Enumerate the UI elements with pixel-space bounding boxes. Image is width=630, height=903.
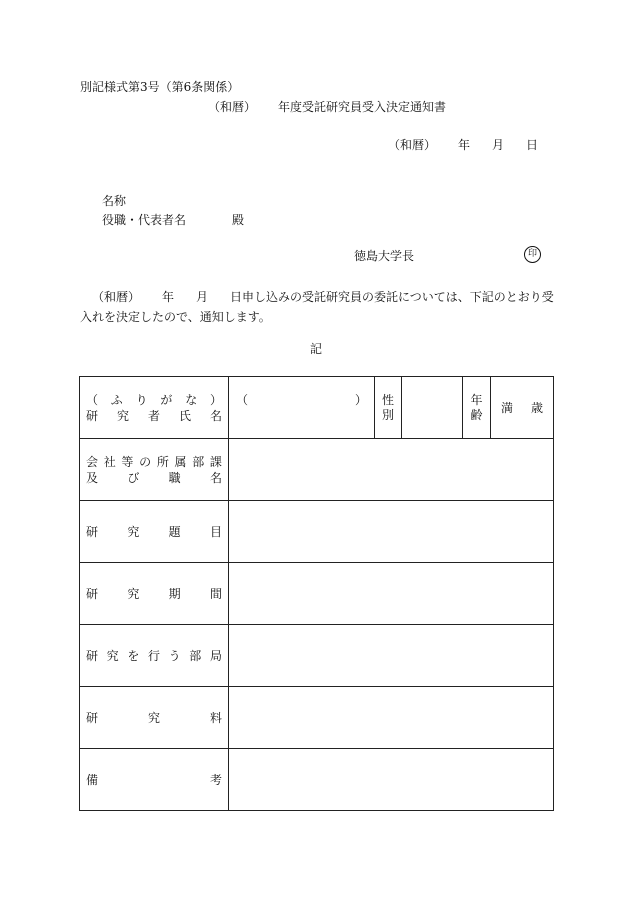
notice-body: [80, 287, 554, 327]
name-label-cell: [80, 377, 229, 439]
ki-heading: 記: [310, 342, 323, 356]
age-label-cell: 年 齢: [463, 377, 491, 439]
period-label-cell: [80, 563, 229, 625]
dept-input-cell[interactable]: [229, 625, 554, 687]
body-era: （和暦）: [92, 290, 141, 304]
age-input-cell[interactable]: 満 歳: [491, 377, 554, 439]
affiliation-label-line2: 及 び 職 名: [86, 470, 222, 485]
research-fee-label: 研 究 料: [86, 710, 222, 725]
name-input-cell[interactable]: [229, 377, 375, 439]
period-input-cell[interactable]: [229, 563, 554, 625]
title-text: 年度受託研究員受入決定通知書: [278, 100, 447, 114]
body-month: 月: [196, 290, 209, 304]
issue-date: [388, 138, 538, 152]
form-reference: 別記様式第3号（第6条関係）: [80, 80, 240, 94]
affiliation-input-cell[interactable]: [229, 439, 554, 501]
affiliation-label-cell: [80, 439, 229, 501]
furigana-open-paren: （: [236, 393, 249, 407]
researcher-form-table: [79, 376, 554, 811]
research-period-label: 研 究 期 間: [86, 586, 222, 601]
fee-input-cell[interactable]: [229, 687, 554, 749]
researcher-name-label: 研 究 者 氏 名: [86, 408, 222, 423]
gender-input-cell[interactable]: [402, 377, 463, 439]
furigana-label: （ ふ り が な ）: [86, 392, 222, 407]
body-year: 年: [162, 290, 175, 304]
body-text: 日申し込みの受託研究員の委託については、下記のとおり受入れを決定したので、通知します。: [80, 290, 554, 324]
seal-mark: 印: [524, 246, 541, 263]
table-row: [80, 439, 554, 501]
title-era: （和暦）: [208, 100, 257, 114]
issuer-name: 徳島大学長: [354, 249, 415, 263]
issue-date-year: 年: [458, 138, 471, 152]
issue-date-day: 日: [526, 138, 539, 152]
issue-date-era: （和暦）: [388, 138, 437, 152]
recipient-name-label: 名称: [102, 194, 127, 208]
fee-label-cell: [80, 687, 229, 749]
document-title: [208, 100, 446, 114]
issue-date-month: 月: [492, 138, 505, 152]
furigana-close-paren: ）: [354, 393, 367, 407]
recipient-honorific: 殿: [232, 213, 245, 227]
recipient-title-label: 役職・代表者名: [102, 213, 187, 227]
affiliation-label-line1: 会 社 等 の 所 属 部 課: [86, 454, 222, 469]
remarks-label: 備 考: [86, 772, 222, 787]
table-row: [80, 563, 554, 625]
remarks-label-cell: [80, 749, 229, 811]
table-row: [80, 501, 554, 563]
table-row: [80, 625, 554, 687]
table-row: [80, 377, 554, 439]
topic-label-cell: [80, 501, 229, 563]
table-row: [80, 749, 554, 811]
remarks-input-cell[interactable]: [229, 749, 554, 811]
gender-label-cell: 性 別: [375, 377, 402, 439]
research-department-label: 研 究 を 行 う 部 局: [86, 648, 222, 663]
topic-input-cell[interactable]: [229, 501, 554, 563]
table-row: [80, 687, 554, 749]
dept-label-cell: [80, 625, 229, 687]
research-topic-label: 研 究 題 目: [86, 524, 222, 539]
recipient-title-line: [102, 213, 244, 227]
